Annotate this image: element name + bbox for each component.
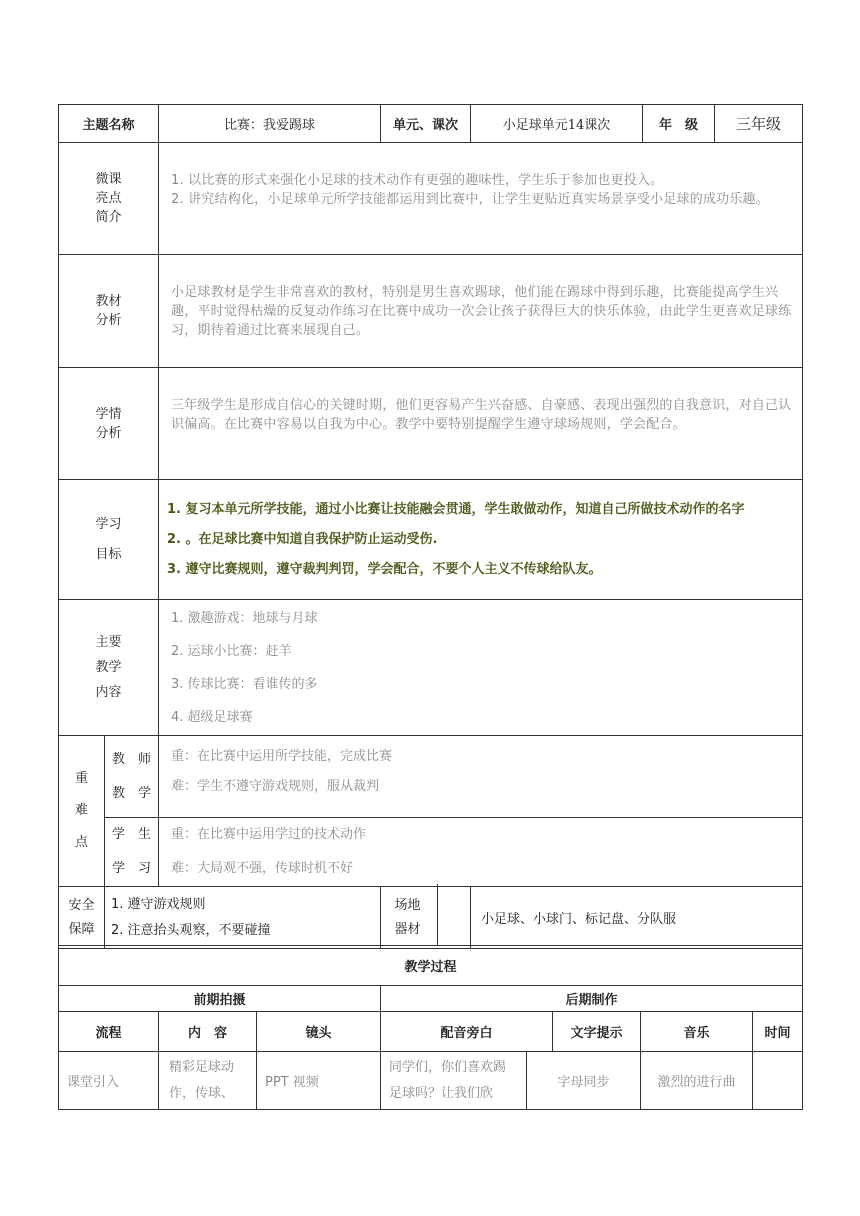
row-content-line: 精彩足球动 bbox=[169, 1059, 235, 1075]
highlights-row bbox=[59, 143, 803, 255]
safety-label bbox=[59, 887, 105, 949]
row-content bbox=[159, 1052, 257, 1110]
venue-value: 小足球、小球门、标记盘、分队服 bbox=[471, 887, 803, 949]
label-line: 教材 bbox=[95, 294, 122, 309]
content-item: 2. 运球小比赛：赶羊 bbox=[171, 643, 292, 659]
unit-label: 单元、课次 bbox=[381, 105, 471, 143]
label-line: 点 bbox=[74, 835, 88, 850]
teacher-line: 重：在比赛中运用所学技能，完成比赛 bbox=[171, 749, 393, 764]
col-caption: 文字提示 bbox=[553, 1012, 641, 1052]
header-row bbox=[59, 105, 803, 143]
col-content: 内 容 bbox=[159, 1012, 257, 1052]
safety-item: 2. 注意抬头观察，不要碰撞 bbox=[111, 922, 271, 938]
difficulty-teacher-row bbox=[59, 736, 803, 818]
label-line: 场地 bbox=[394, 897, 421, 913]
label-line: 安全 bbox=[68, 897, 95, 913]
content-item: 4. 超级足球赛 bbox=[171, 709, 253, 725]
student-line: 难：大局观不强，传球时机不好 bbox=[171, 861, 354, 876]
label-line: 教 师 bbox=[112, 751, 152, 767]
label-line: 目标 bbox=[95, 546, 122, 562]
goals-label bbox=[59, 480, 159, 600]
highlight-line: 1. 以比赛的形式来强化小足球的技术动作有更强的趣味性，学生乐于参加也更投入。 bbox=[171, 173, 664, 188]
difficulty-student-row bbox=[59, 818, 803, 887]
teacher-line: 难：学生不遵守游戏规则，服从裁判 bbox=[171, 779, 380, 794]
safety-row bbox=[59, 887, 803, 949]
label-line: 学 习 bbox=[112, 861, 152, 876]
row-content-line: 作，传球、 bbox=[169, 1085, 235, 1101]
process-header-row bbox=[59, 1012, 803, 1052]
material-text: 小足球教材是学生非常喜欢的教材，特别是男生喜欢踢球，他们能在踢球中得到乐趣，比赛能提高学生兴趣，平时觉得枯燥的反复动作练习在比赛中成功一次会让孩子获得巨大的快乐体验，由此学生更喜欢足球练习，期待着通过比赛来展现自己。 bbox=[159, 255, 803, 368]
safety-list bbox=[105, 887, 381, 949]
content-item: 3. 传球比赛：看谁传的多 bbox=[171, 676, 318, 692]
process-title-row bbox=[59, 946, 803, 986]
label-line: 学情 bbox=[95, 406, 122, 422]
table-row bbox=[59, 1052, 803, 1110]
row-caption: 字母同步 bbox=[527, 1052, 641, 1110]
row-music: 激烈的进行曲 bbox=[641, 1052, 753, 1110]
goals-text bbox=[159, 480, 803, 600]
learners-text: 三年级学生是形成自信心的关键时期，他们更容易产生兴奋感、自豪感、表现出强烈的自我意识，对自己认识偏高。在比赛中容易以自我为中心。教学中要特别提醒学生遵守球场规则，学会配合。 bbox=[159, 368, 803, 480]
col-flow: 流程 bbox=[59, 1012, 159, 1052]
goal-item: 2. 。在足球比赛中知道自我保护防止运动受伤. bbox=[167, 531, 438, 547]
label-line: 教 学 bbox=[112, 785, 152, 801]
student-label bbox=[105, 818, 159, 887]
highlight-line: 2. 讲究结构化，小足球单元所学技能都运用到比赛中，让学生更贴近真实场景享受小足球的成功乐趣。 bbox=[171, 192, 769, 207]
student-line: 重：在比赛中运用学过的技术动作 bbox=[171, 827, 367, 842]
student-text bbox=[159, 818, 803, 887]
material-row bbox=[59, 255, 803, 368]
teacher-text bbox=[159, 736, 803, 818]
label-line: 分析 bbox=[95, 425, 122, 441]
col-music: 音乐 bbox=[641, 1012, 753, 1052]
label-line: 重 bbox=[74, 771, 88, 786]
label-line: 主要 bbox=[95, 635, 122, 650]
venue-label bbox=[381, 887, 471, 949]
process-table bbox=[58, 945, 803, 1110]
row-voice-line: 足球吗？让我们欣 bbox=[389, 1085, 494, 1101]
row-voice bbox=[381, 1052, 527, 1110]
unit-value: 小足球单元14课次 bbox=[471, 105, 643, 143]
material-label bbox=[59, 255, 159, 368]
label-line: 微课 bbox=[95, 172, 122, 187]
label-line: 器材 bbox=[394, 921, 421, 937]
goal-item: 1. 复习本单元所学技能，通过小比赛让技能融会贯通，学生敢做动作，知道自己所做技术动作的名字 bbox=[167, 501, 745, 517]
label-line: 学 生 bbox=[112, 827, 152, 842]
content-label bbox=[59, 600, 159, 736]
row-time bbox=[753, 1052, 803, 1110]
label-line: 内容 bbox=[95, 685, 122, 700]
label-line: 亮点 bbox=[95, 191, 122, 206]
label-line: 难 bbox=[74, 803, 88, 818]
pre-production-title: 前期拍摄 bbox=[59, 986, 381, 1012]
row-voice-line: 同学们，你们喜欢踢 bbox=[389, 1059, 507, 1075]
goals-row bbox=[59, 480, 803, 600]
topic-value: 比赛：我爱踢球 bbox=[159, 105, 381, 143]
learners-label bbox=[59, 368, 159, 480]
label-line: 保障 bbox=[68, 921, 95, 937]
col-voice: 配音旁白 bbox=[381, 1012, 553, 1052]
post-production-title: 后期制作 bbox=[381, 986, 803, 1012]
grade-value: 三年级 bbox=[715, 105, 803, 143]
difficulty-label bbox=[59, 736, 105, 887]
label-line: 教学 bbox=[95, 660, 122, 675]
process-title: 教学过程 bbox=[59, 946, 803, 986]
row-shot: PPT 视频 bbox=[257, 1052, 381, 1110]
lesson-plan-table bbox=[58, 104, 803, 949]
process-phase-row bbox=[59, 986, 803, 1012]
venue-divider bbox=[437, 884, 438, 946]
row-flow: 课堂引入 bbox=[59, 1052, 159, 1110]
content-list bbox=[159, 600, 803, 736]
col-shot: 镜头 bbox=[257, 1012, 381, 1052]
content-item: 1. 激趣游戏：地球与月球 bbox=[171, 610, 318, 626]
teacher-label bbox=[105, 736, 159, 818]
col-time: 时间 bbox=[753, 1012, 803, 1052]
label-line: 学习 bbox=[95, 516, 122, 532]
learners-row bbox=[59, 368, 803, 480]
highlights-text bbox=[159, 143, 803, 255]
topic-label: 主题名称 bbox=[59, 105, 159, 143]
safety-item: 1. 遵守游戏规则 bbox=[111, 896, 206, 912]
goal-item: 3. 遵守比赛规则，遵守裁判判罚，学会配合，不要个人主义不传球给队友。 bbox=[167, 561, 602, 577]
label-line: 简介 bbox=[95, 210, 122, 225]
grade-label: 年 级 bbox=[643, 105, 715, 143]
content-row bbox=[59, 600, 803, 736]
highlights-label bbox=[59, 143, 159, 255]
label-line: 分析 bbox=[95, 313, 122, 328]
